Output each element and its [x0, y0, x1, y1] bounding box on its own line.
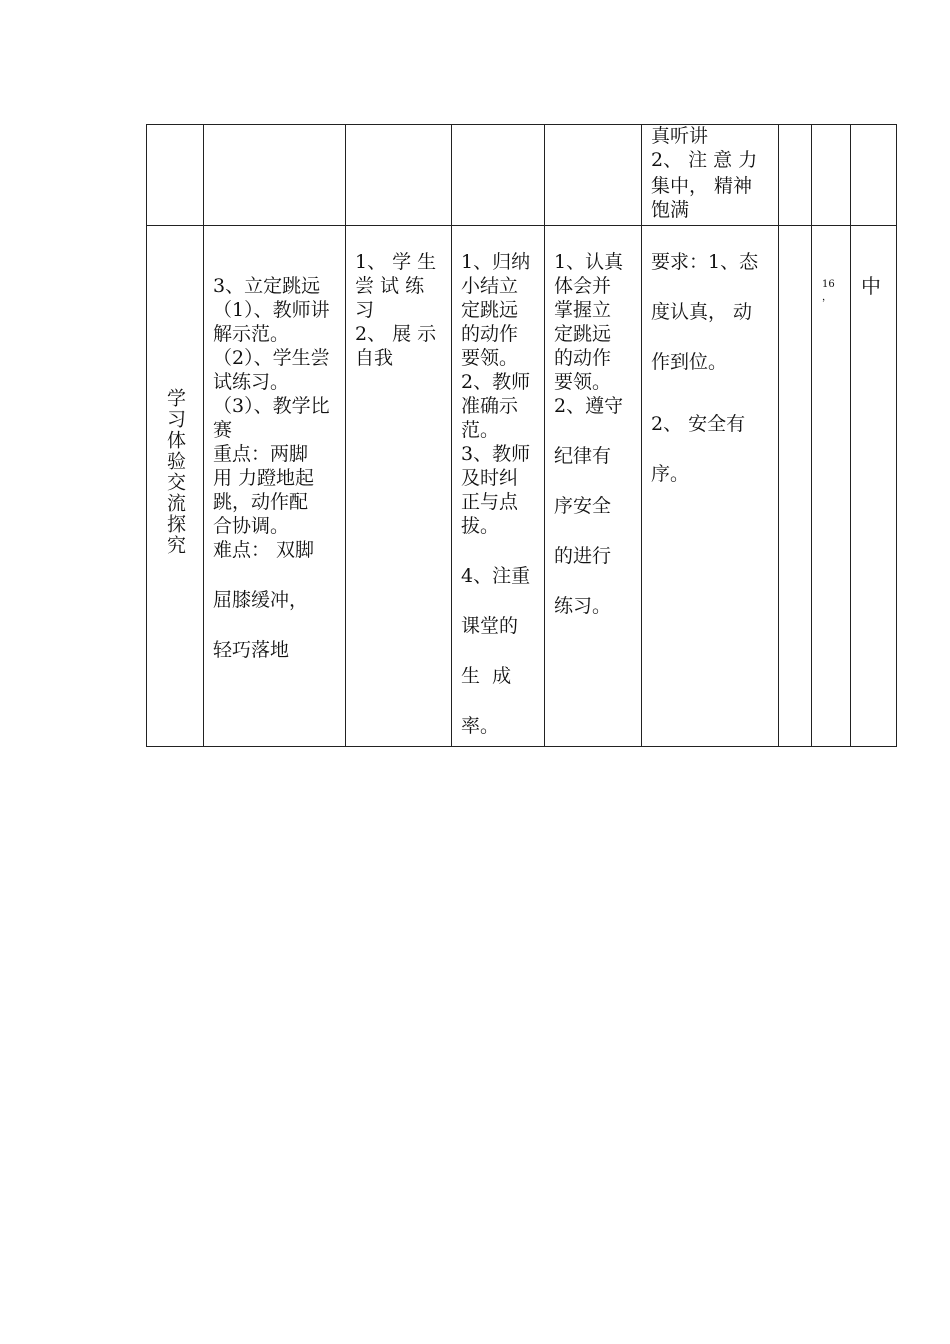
text-line: 3、立定跳远: [213, 275, 321, 297]
intensity-value: 中: [861, 274, 881, 298]
text-line: （2）、学生尝: [213, 347, 330, 369]
empty-cell: [779, 226, 812, 747]
student-activity-cell: [346, 226, 452, 747]
student-activity-cell: [346, 125, 452, 226]
text-line: 饱满: [651, 199, 690, 221]
time-cell: [812, 125, 851, 226]
text-line: 要求：1、态: [651, 251, 759, 273]
text-line: 练习。: [554, 595, 612, 617]
text-line: 重点：两脚: [213, 443, 309, 465]
text-line: 难点： 双脚: [213, 539, 315, 561]
lesson-plan-table: [146, 124, 897, 747]
text-line: 2、教师: [461, 371, 531, 393]
stage-cell: [147, 226, 204, 747]
text-line: 作到位。: [651, 351, 728, 373]
text-line: 习: [355, 299, 375, 321]
content-cell: [204, 125, 346, 226]
learning-cell: [545, 125, 642, 226]
text-line: 要领。: [461, 347, 519, 369]
text-line: 2、 安全有: [651, 413, 746, 435]
learning-cell: [545, 226, 642, 747]
text-line: 体会并: [554, 275, 612, 297]
text-line: 试练习。: [213, 371, 290, 393]
time-cell: [812, 226, 851, 747]
text-line: 范。: [461, 419, 500, 441]
text-line: 自我: [355, 347, 394, 369]
text-line: 课堂的: [461, 615, 519, 637]
text-line: 集中， 精神: [651, 175, 753, 197]
text-line: 要领。: [554, 371, 612, 393]
teacher-activity-cell: [452, 226, 545, 747]
requirement-cell: [642, 226, 779, 747]
teacher-activity-cell: [452, 125, 545, 226]
text-line: 度认真， 动: [651, 301, 753, 323]
text-line: 定跳远: [461, 299, 519, 321]
text-line: 2、 注 意 力: [651, 149, 758, 171]
text-line: 解示范。: [213, 323, 290, 345]
text-line: 用 力蹬地起: [213, 467, 315, 489]
text-line: 掌握立: [554, 299, 612, 321]
text-line: 2、遵守: [554, 395, 624, 417]
time-mark: ，: [822, 292, 832, 303]
intensity-cell: [851, 125, 897, 226]
text-line: 纪律有: [554, 445, 612, 467]
text-line: 的动作: [554, 347, 612, 369]
intensity-cell: [851, 226, 897, 747]
text-line: 正与点: [461, 491, 519, 513]
text-line: 赛: [213, 419, 233, 441]
text-line: 尝 试 练: [355, 275, 425, 297]
text-line: 4、注重: [461, 565, 531, 587]
text-line: 准确示: [461, 395, 519, 417]
table-row: [147, 226, 897, 747]
text-line: （3）、教学比: [213, 395, 330, 417]
text-line: 合协调。: [213, 515, 290, 537]
text-line: 跳，动作配: [213, 491, 309, 513]
text-line: 1、 学 生: [355, 251, 437, 273]
text-line: 的进行: [554, 545, 612, 567]
text-line: 小结立: [461, 275, 519, 297]
text-line: （1）、教师讲: [213, 299, 330, 321]
text-line: 生 成: [461, 665, 512, 687]
text-line: 及时纠: [461, 467, 519, 489]
text-line: 2、 展 示: [355, 323, 437, 345]
text-line: 率。: [461, 715, 500, 737]
text-line: 序。: [651, 463, 690, 485]
text-line: 真听讲: [651, 125, 709, 147]
text-line: 序安全: [554, 495, 612, 517]
text-line: 拔。: [461, 515, 500, 537]
stage-cell: [147, 125, 204, 226]
text-line: 3、教师: [461, 443, 531, 465]
time-value: 16: [822, 279, 835, 290]
table-row: [147, 125, 897, 226]
text-line: 1、归纳: [461, 251, 531, 273]
content-cell: [204, 226, 346, 747]
text-line: 轻巧落地: [213, 639, 290, 661]
text-line: 1、认真: [554, 251, 624, 273]
empty-cell: [779, 125, 812, 226]
text-line: 的动作: [461, 323, 519, 345]
text-line: 定跳远: [554, 323, 612, 345]
text-line: 屈膝缓冲，: [213, 589, 309, 611]
stage-label: 学习体验交流探究: [164, 388, 186, 556]
requirement-cell: [642, 125, 779, 226]
